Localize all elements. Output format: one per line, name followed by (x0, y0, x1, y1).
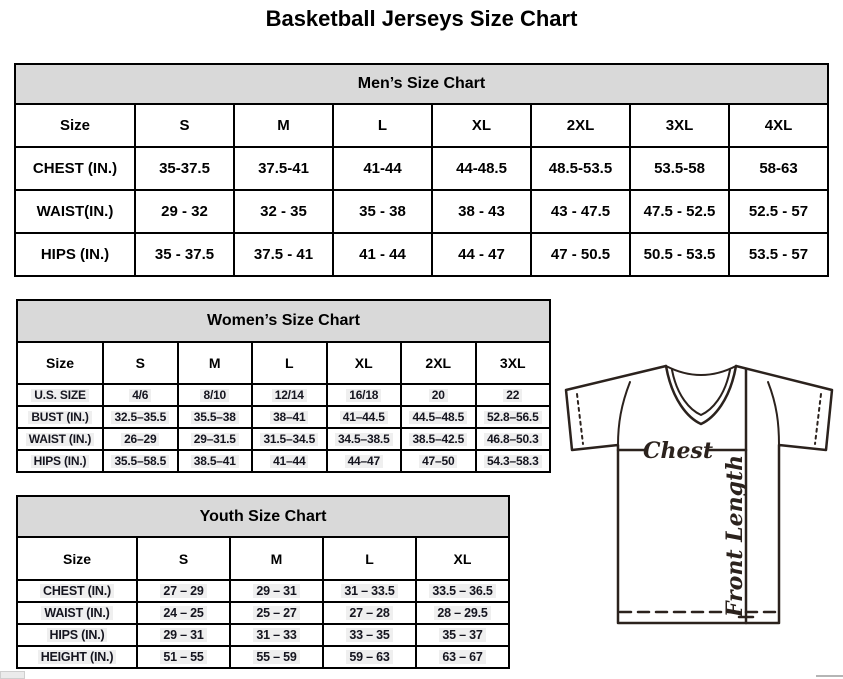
size-value-cell: 59 – 63 (323, 646, 416, 668)
size-value-cell: 52.5 - 57 (729, 190, 828, 233)
size-value-cell: 44-48.5 (432, 147, 531, 190)
size-value-cell: 41-44 (333, 147, 432, 190)
size-value-cell: 20 (401, 384, 476, 406)
size-value-cell: 27 – 28 (323, 602, 416, 624)
column-header: S (103, 342, 178, 384)
jersey-armhole-seam-left (618, 382, 630, 445)
column-header: S (135, 104, 234, 147)
size-value-cell: 32.5–35.5 (103, 406, 178, 428)
size-value-cell: 32 - 35 (234, 190, 333, 233)
size-value-cell: 44.5–48.5 (401, 406, 476, 428)
size-value-cell: 47 - 50.5 (531, 233, 630, 276)
chart-title-row (17, 300, 550, 342)
size-value-cell: 31 – 33 (230, 624, 323, 646)
size-value-cell: 29 – 31 (230, 580, 323, 602)
column-header-row (17, 537, 509, 580)
size-value-cell: 38.5–41 (178, 450, 253, 472)
womens-size-chart-table (16, 299, 551, 473)
column-header: Size (15, 104, 135, 147)
measurement-row (17, 450, 550, 472)
size-value-cell: 38 - 43 (432, 190, 531, 233)
size-value-cell: 53.5-58 (630, 147, 729, 190)
size-value-cell: 53.5 - 57 (729, 233, 828, 276)
chart-title: Men’s Size Chart (15, 64, 828, 104)
size-value-cell: 22 (476, 384, 551, 406)
column-header: M (230, 537, 323, 580)
size-value-cell: 27 – 29 (137, 580, 230, 602)
size-value-cell: 35.5–58.5 (103, 450, 178, 472)
column-header: 4XL (729, 104, 828, 147)
page-title: Basketball Jerseys Size Chart (265, 6, 578, 31)
jersey-armhole-seam-right (768, 382, 779, 445)
column-header: S (137, 537, 230, 580)
size-value-cell: 4/6 (103, 384, 178, 406)
size-value-cell: 58-63 (729, 147, 828, 190)
size-value-cell: 29 - 32 (135, 190, 234, 233)
measurement-row (17, 602, 509, 624)
size-value-cell: 28 – 29.5 (416, 602, 509, 624)
chart-title: Youth Size Chart (17, 496, 509, 537)
size-value-cell: 44–47 (327, 450, 402, 472)
row-label: HIPS (IN.) (15, 233, 135, 276)
size-value-cell: 38.5–42.5 (401, 428, 476, 450)
column-header: XL (327, 342, 402, 384)
column-header: Size (17, 537, 137, 580)
size-value-cell: 47.5 - 52.5 (630, 190, 729, 233)
size-value-cell: 35.5–38 (178, 406, 253, 428)
horizontal-scrollbar-fragment[interactable] (816, 675, 843, 677)
size-value-cell: 34.5–38.5 (327, 428, 402, 450)
size-value-cell: 54.3–58.3 (476, 450, 551, 472)
size-value-cell: 33 – 35 (323, 624, 416, 646)
size-value-cell: 41–44.5 (327, 406, 402, 428)
measurement-row (15, 147, 828, 190)
mens-size-chart-table (14, 63, 829, 277)
jersey-measurement-diagram (556, 360, 842, 652)
column-header: 2XL (531, 104, 630, 147)
size-value-cell: 48.5-53.5 (531, 147, 630, 190)
size-value-cell: 46.8–50.3 (476, 428, 551, 450)
size-value-cell: 38–41 (252, 406, 327, 428)
size-value-cell: 63 – 67 (416, 646, 509, 668)
size-value-cell: 43 - 47.5 (531, 190, 630, 233)
measurement-row (15, 233, 828, 276)
size-value-cell: 41 - 44 (333, 233, 432, 276)
jersey-cuff-dash-left (577, 394, 583, 444)
column-header: M (234, 104, 333, 147)
column-header: 2XL (401, 342, 476, 384)
measurement-row (17, 428, 550, 450)
size-value-cell: 41–44 (252, 450, 327, 472)
size-value-cell: 26–29 (103, 428, 178, 450)
column-header: L (323, 537, 416, 580)
size-value-cell: 25 – 27 (230, 602, 323, 624)
size-value-cell: 37.5 - 41 (234, 233, 333, 276)
column-header: XL (416, 537, 509, 580)
column-header: 3XL (630, 104, 729, 147)
youth-size-chart-table (16, 495, 510, 669)
size-value-cell: 8/10 (178, 384, 253, 406)
size-value-cell: 44 - 47 (432, 233, 531, 276)
row-label: HEIGHT (IN.) (17, 646, 137, 668)
front-length-label: Front Length (722, 454, 748, 618)
measurement-row (17, 646, 509, 668)
row-label: BUST (IN.) (17, 406, 103, 428)
chart-title-row (17, 496, 509, 537)
jersey-collar-inner (672, 370, 730, 415)
column-header: Size (17, 342, 103, 384)
chart-title: Women’s Size Chart (17, 300, 550, 342)
row-label: CHEST (IN.) (15, 147, 135, 190)
size-value-cell: 29 – 31 (137, 624, 230, 646)
row-label: HIPS (IN.) (17, 450, 103, 472)
size-value-cell: 35 - 37.5 (135, 233, 234, 276)
size-value-cell: 31 – 33.5 (323, 580, 416, 602)
chest-label: Chest (642, 438, 714, 464)
size-value-cell: 31.5–34.5 (252, 428, 327, 450)
size-value-cell: 29–31.5 (178, 428, 253, 450)
size-value-cell: 24 – 25 (137, 602, 230, 624)
column-header-row (15, 104, 828, 147)
column-header: XL (432, 104, 531, 147)
column-header-row (17, 342, 550, 384)
column-header: L (333, 104, 432, 147)
horizontal-scrollbar-fragment[interactable] (0, 671, 25, 679)
column-header: L (252, 342, 327, 384)
measurement-row (17, 624, 509, 646)
chart-title-row (15, 64, 828, 104)
size-value-cell: 51 – 55 (137, 646, 230, 668)
measurement-row (17, 580, 509, 602)
row-label: U.S. SIZE (17, 384, 103, 406)
jersey-outline (566, 366, 832, 623)
size-value-cell: 50.5 - 53.5 (630, 233, 729, 276)
size-value-cell: 33.5 – 36.5 (416, 580, 509, 602)
jersey-cuff-dash-right (815, 394, 821, 444)
column-header: 3XL (476, 342, 551, 384)
row-label: CHEST (IN.) (17, 580, 137, 602)
measurement-row (17, 406, 550, 428)
size-value-cell: 12/14 (252, 384, 327, 406)
row-label: WAIST (IN.) (17, 428, 103, 450)
size-value-cell: 37.5-41 (234, 147, 333, 190)
measurement-row (15, 190, 828, 233)
size-value-cell: 35 - 38 (333, 190, 432, 233)
column-header: M (178, 342, 253, 384)
size-value-cell: 47–50 (401, 450, 476, 472)
size-value-cell: 35 – 37 (416, 624, 509, 646)
row-label: WAIST(IN.) (15, 190, 135, 233)
size-value-cell: 55 – 59 (230, 646, 323, 668)
row-label: HIPS (IN.) (17, 624, 137, 646)
jersey-collar-back (666, 366, 736, 375)
size-value-cell: 35-37.5 (135, 147, 234, 190)
measurement-row (17, 384, 550, 406)
size-value-cell: 52.8–56.5 (476, 406, 551, 428)
row-label: WAIST (IN.) (17, 602, 137, 624)
size-value-cell: 16/18 (327, 384, 402, 406)
